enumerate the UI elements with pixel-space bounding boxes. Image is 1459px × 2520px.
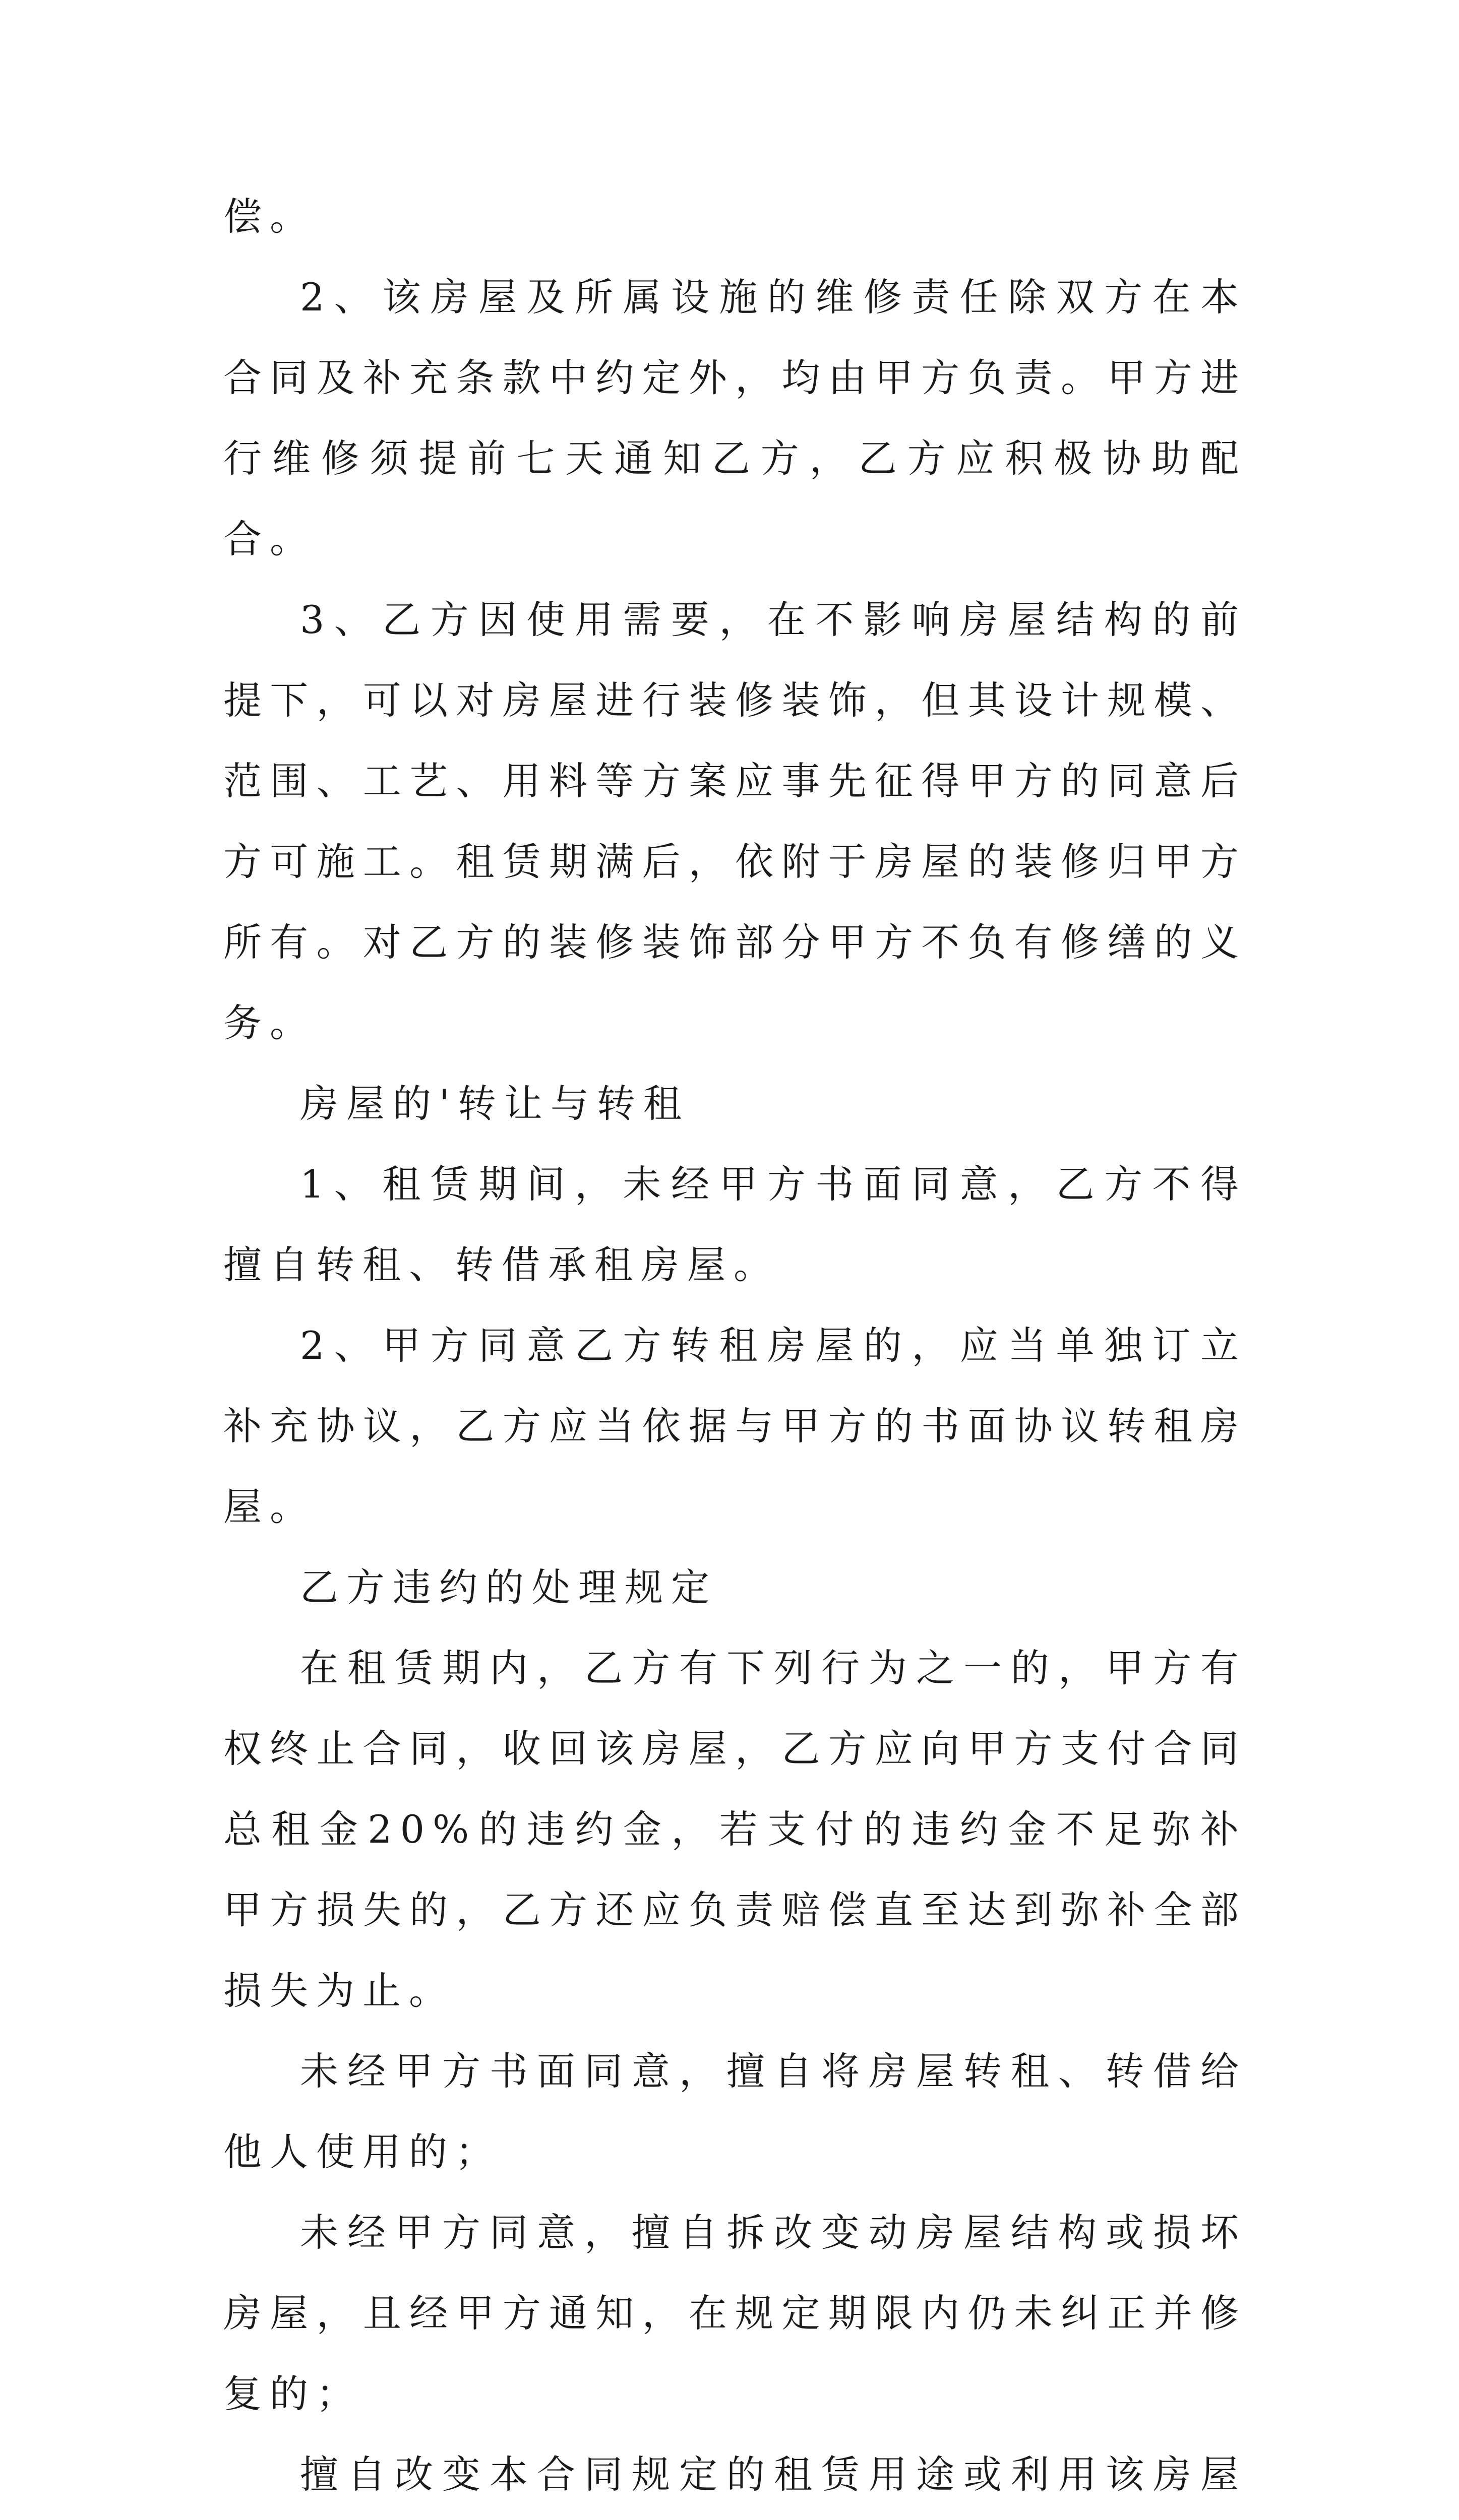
paragraph: 在租赁期内，乙方有下列行为之一的，甲方有权终止合同，收回该房屋，乙方应向甲方支付合同总租金20%的违约金，若支付的违约金不足弥补甲方损失的，乙方还应负责赔偿直至达到弥补全部损失为止。 bbox=[223, 1646, 1247, 2013]
paragraph: 2、该房屋及所属设施的维修责任除双方在本合同及补充条款中约定外，均由甲方负责。甲方进行维修须提前七天通知乙方，乙方应积极协助配合。 bbox=[223, 275, 1247, 561]
paragraph: 1、租赁期间，未经甲方书面同意，乙方不得擅自转租、转借承租房屋。 bbox=[223, 1162, 1247, 1287]
section-heading: 房屋的'转让与转租 bbox=[300, 1081, 690, 1126]
paragraph: 未经甲方同意，擅自拆改变动房屋结构或损坏房屋，且经甲方通知，在规定期限内仍未纠正并修复的； bbox=[223, 2210, 1247, 2416]
section-heading: 乙方违约的处理规定 bbox=[300, 1565, 717, 1610]
paragraph: 偿。 bbox=[223, 194, 316, 239]
paragraph: 擅自改变本合同规定的租赁用途或利用该房屋 bbox=[300, 2452, 1247, 2497]
paragraph: 3、乙方因使用需要，在不影响房屋结构的前提下，可以对房屋进行装修装饰，但其设计规模、范围、工艺、用料等方案应事先征得甲方的同意后方可施工。租赁期满后，依附于房屋的装修归甲方所有。对乙方的装修装饰部分甲方不负有修缮的义务。 bbox=[223, 597, 1247, 1045]
paragraph: 2、甲方同意乙方转租房屋的，应当单独订立补充协议，乙方应当依据与甲方的书面协议转租房屋。 bbox=[223, 1323, 1247, 1529]
document-body bbox=[223, 176, 1247, 2520]
paragraph: 未经甲方书面同意，擅自将房屋转租、转借给他人使用的； bbox=[223, 2049, 1247, 2174]
